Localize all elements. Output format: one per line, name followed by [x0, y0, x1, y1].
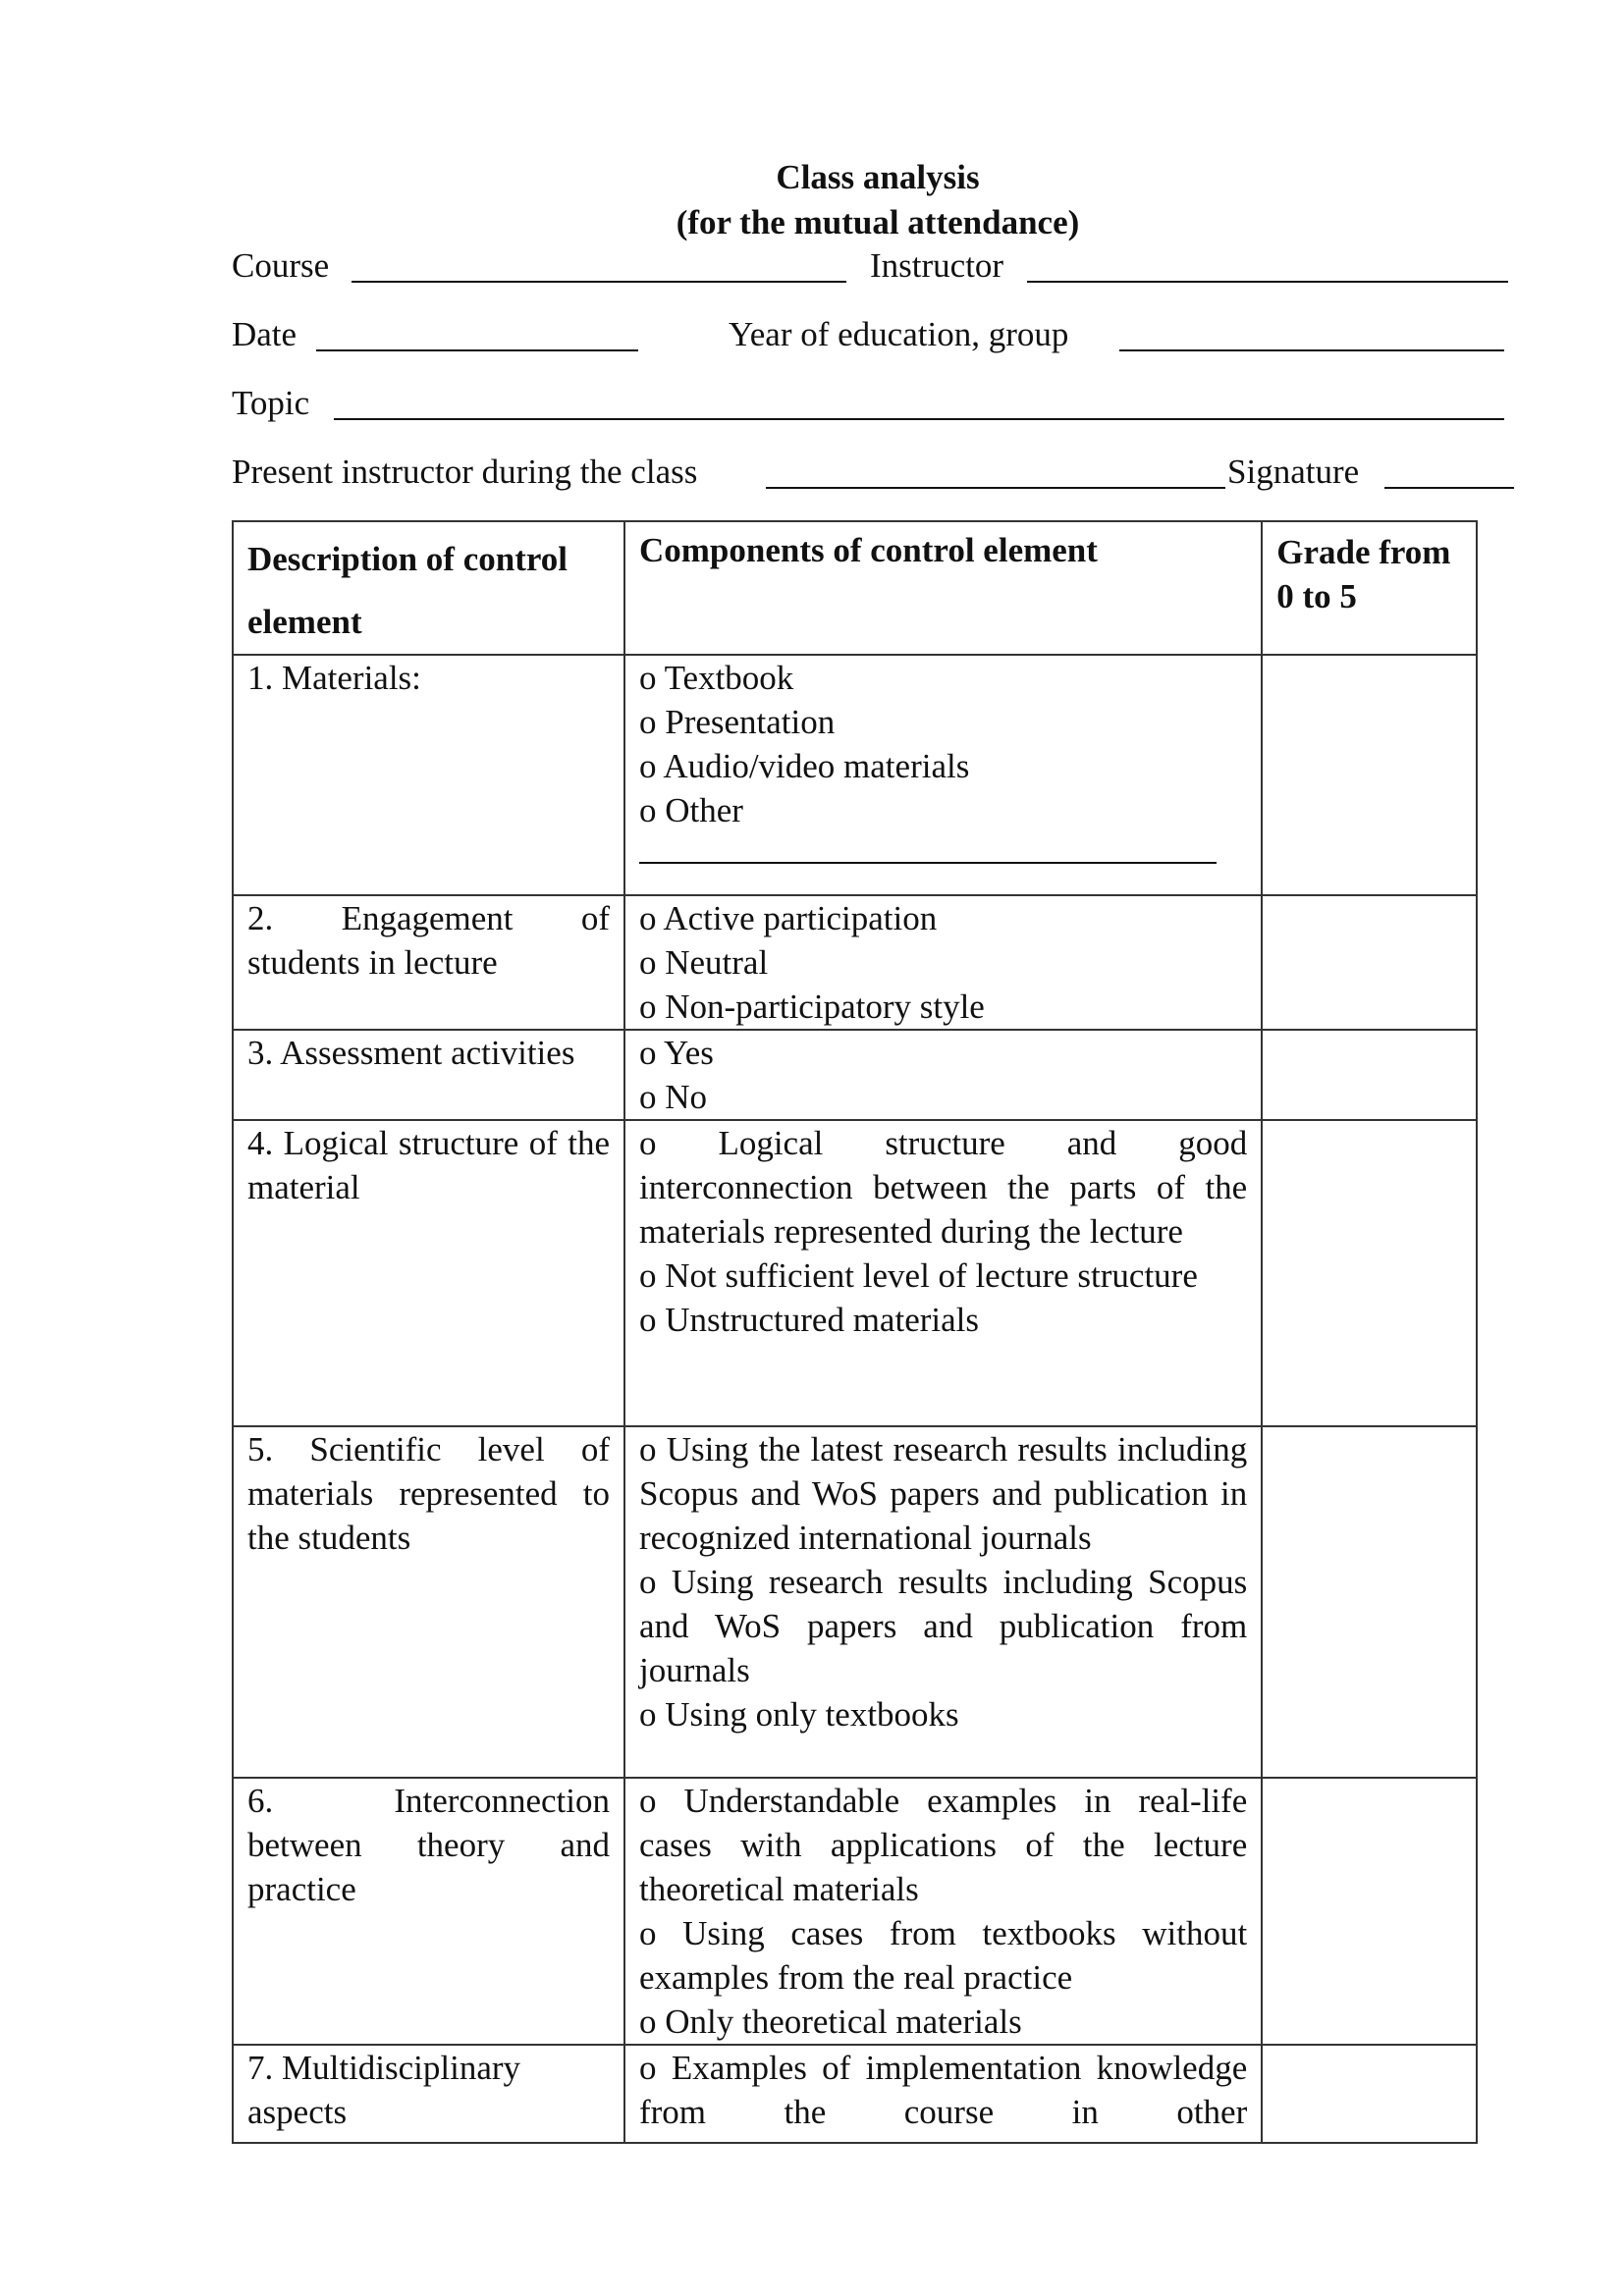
option-checkbox[interactable] — [639, 940, 1247, 985]
option-label: Using the latest research results including Scopus and WoS papers and publication in recognized international journals — [638, 1430, 1248, 1557]
circle-bullet-icon: o — [638, 703, 657, 741]
signature-label: Signature — [1227, 453, 1360, 491]
course-field[interactable] — [352, 281, 846, 283]
option-checkbox[interactable] — [639, 1560, 1247, 1692]
row-description: 4. Logical structure of the material — [233, 1120, 624, 1426]
circle-bullet-icon: o — [638, 747, 657, 785]
option-checkbox[interactable] — [639, 744, 1247, 788]
topic-label: Topic — [232, 384, 310, 422]
circle-bullet-icon: o — [638, 1695, 657, 1734]
table-row — [233, 2045, 1477, 2143]
table-row — [233, 895, 1477, 1030]
option-label: Logical structure and good interconnection between the parts of the materials represented during the lecture — [638, 1124, 1248, 1251]
option-label: Understandable examples in real-life cases with applications of the lecture theoretical materials — [638, 1782, 1248, 1908]
row-options — [624, 1030, 1262, 1120]
circle-bullet-icon: o — [638, 943, 657, 982]
option-label: Unstructured materials — [665, 1301, 979, 1339]
header-description: Description of control element — [233, 521, 624, 655]
grade-cell[interactable] — [1262, 1778, 1477, 2045]
option-checkbox[interactable] — [639, 1075, 1247, 1119]
row-options — [624, 2045, 1262, 2143]
option-checkbox[interactable] — [639, 700, 1247, 744]
table-row — [233, 1778, 1477, 2045]
instructor-label: Instructor — [870, 246, 1004, 285]
grade-cell[interactable] — [1262, 2045, 1477, 2143]
row-description: 2. Engagement of students in lecture — [233, 895, 624, 1030]
control-elements-table — [232, 520, 1478, 2144]
circle-bullet-icon: o — [638, 791, 657, 829]
year-group-label: Year of education, group — [729, 315, 1069, 353]
option-label: Presentation — [665, 703, 836, 741]
option-label: Using cases from textbooks without examples from the real practice — [638, 1914, 1248, 1997]
table-header-row — [233, 521, 1477, 655]
option-label: Non-participatory style — [665, 988, 985, 1026]
grade-cell[interactable] — [1262, 1426, 1477, 1778]
year-group-field[interactable] — [1119, 349, 1504, 351]
circle-bullet-icon: o — [638, 1301, 657, 1339]
circle-bullet-icon: o — [638, 1430, 657, 1468]
row-description: 7. Multidisciplinary aspects — [233, 2045, 624, 2143]
table-row — [233, 1426, 1477, 1778]
option-label: No — [665, 1078, 708, 1116]
circle-bullet-icon: o — [638, 1034, 657, 1072]
option-checkbox[interactable] — [639, 2000, 1247, 2044]
table-row — [233, 655, 1477, 895]
document-subtitle: (for the mutual attendance) — [676, 203, 1080, 241]
option-label: Other — [665, 791, 743, 829]
table-row — [233, 1030, 1477, 1120]
row-options — [624, 1778, 1262, 2045]
circle-bullet-icon: o — [638, 899, 657, 937]
row-description: 1. Materials: — [233, 655, 624, 895]
circle-bullet-icon: o — [638, 1124, 657, 1162]
option-checkbox[interactable] — [639, 1254, 1247, 1298]
row-options — [624, 655, 1262, 895]
signature-field[interactable] — [1384, 487, 1514, 489]
circle-bullet-icon: o — [638, 2002, 657, 2041]
row-description: 3. Assessment activities — [233, 1030, 624, 1120]
option-label: Active participation — [663, 899, 938, 937]
option-label: Examples of implementation knowledge from the course in other — [638, 2049, 1248, 2131]
row-options — [624, 895, 1262, 1030]
option-label: Using only textbooks — [665, 1695, 959, 1734]
circle-bullet-icon: o — [638, 1914, 657, 1952]
option-checkbox[interactable] — [639, 2046, 1247, 2134]
date-year-row — [232, 312, 1528, 357]
grade-cell[interactable] — [1262, 1120, 1477, 1426]
circle-bullet-icon: o — [638, 1256, 657, 1295]
header-components: Components of control element — [624, 521, 1262, 655]
circle-bullet-icon: o — [638, 1782, 657, 1820]
topic-row — [232, 381, 1528, 426]
present-instructor-field[interactable] — [766, 487, 1225, 489]
document-title: Class analysis — [776, 158, 980, 196]
course-instructor-row — [232, 243, 1528, 289]
course-label: Course — [232, 246, 330, 285]
circle-bullet-icon: o — [638, 988, 657, 1026]
option-label: Not sufficient level of lecture structure — [665, 1256, 1198, 1295]
topic-field[interactable] — [334, 418, 1504, 420]
circle-bullet-icon: o — [638, 1078, 657, 1116]
option-checkbox[interactable] — [639, 1298, 1247, 1342]
option-checkbox[interactable] — [639, 985, 1247, 1029]
option-label: Only theoretical materials — [665, 2002, 1022, 2041]
circle-bullet-icon: o — [638, 659, 657, 697]
date-field[interactable] — [316, 349, 638, 351]
other-specify-field[interactable] — [639, 862, 1217, 864]
present-instructor-row — [232, 450, 1528, 495]
option-label: Audio/video materials — [663, 747, 970, 785]
option-checkbox[interactable] — [639, 1692, 1247, 1736]
grade-cell[interactable] — [1262, 1030, 1477, 1120]
instructor-field[interactable] — [1027, 281, 1508, 283]
option-label: Neutral — [665, 943, 769, 982]
row-description: 6. Interconnection between theory and practice — [233, 1778, 624, 2045]
option-label: Yes — [663, 1034, 714, 1072]
option-checkbox[interactable] — [639, 896, 1247, 940]
option-checkbox[interactable] — [639, 788, 1247, 832]
option-label: Textbook — [664, 659, 794, 697]
row-description: 5. Scientific level of materials represented to the students — [233, 1426, 624, 1778]
date-label: Date — [232, 315, 298, 353]
option-checkbox[interactable] — [639, 1427, 1247, 1560]
option-checkbox[interactable] — [639, 1911, 1247, 2000]
option-checkbox[interactable] — [639, 1779, 1247, 1911]
row-options — [624, 1120, 1262, 1426]
grade-cell[interactable] — [1262, 895, 1477, 1030]
table-row — [233, 1120, 1477, 1426]
present-instructor-label: Present instructor during the class — [232, 453, 698, 491]
row-options — [624, 1426, 1262, 1778]
circle-bullet-icon: o — [638, 1563, 657, 1601]
option-checkbox[interactable] — [639, 656, 1247, 700]
header-grade: Grade from 0 to 5 — [1262, 521, 1477, 655]
grade-cell[interactable] — [1262, 655, 1477, 895]
option-checkbox[interactable] — [639, 1031, 1247, 1075]
circle-bullet-icon: o — [638, 2049, 657, 2087]
option-label: Using research results including Scopus and WoS papers and publication from journals — [638, 1563, 1248, 1689]
option-checkbox[interactable] — [639, 1121, 1247, 1254]
